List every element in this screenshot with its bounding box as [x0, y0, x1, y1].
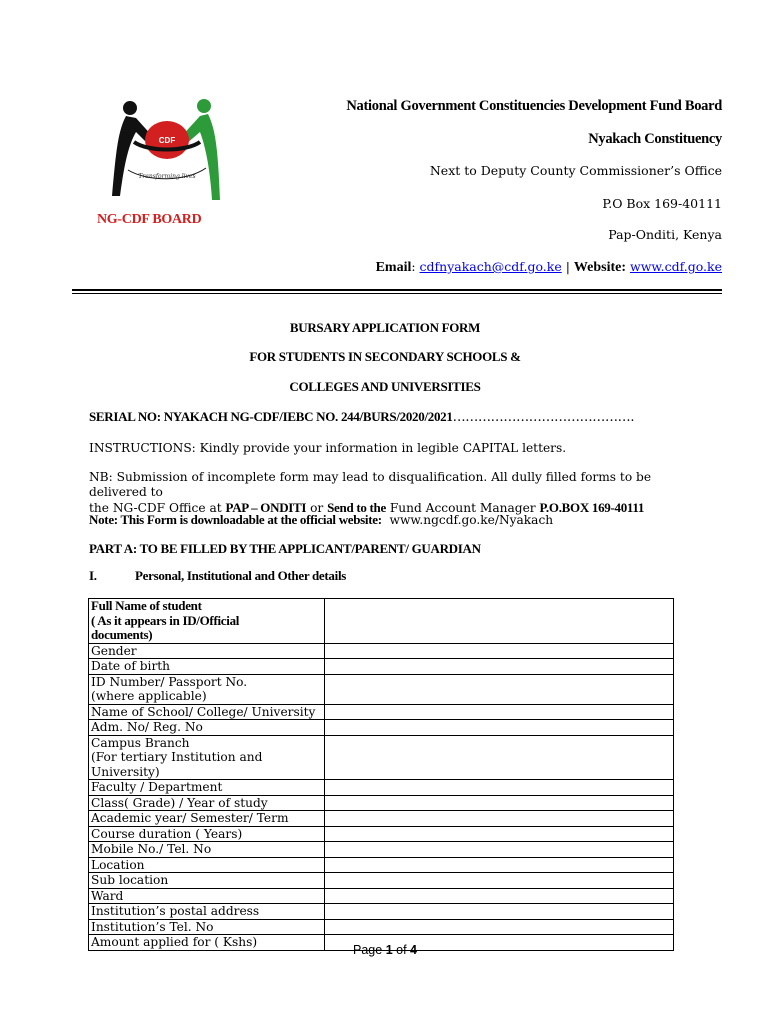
website-label: Website:: [573, 260, 627, 275]
field-label: [89, 873, 325, 889]
svg-text:CDF: CDF: [158, 136, 176, 145]
field-label: [89, 674, 325, 704]
field-label: [89, 919, 325, 935]
field-value-cell[interactable]: [325, 795, 674, 811]
field-label: [89, 904, 325, 920]
field-value-cell[interactable]: [325, 599, 674, 644]
field-label-line: Amount applied for ( Kshs): [91, 935, 258, 949]
field-label-line: Faculty / Department: [91, 780, 223, 794]
serial-dots: …………………………………….: [452, 410, 635, 425]
header-constituency: Nyakach Constituency: [588, 131, 722, 147]
field-label-line: Institution’s postal address: [91, 904, 260, 918]
field-label: [89, 795, 325, 811]
field-label-line: Class( Grade) / Year of study: [91, 795, 268, 810]
page-total: 4: [410, 943, 417, 957]
contact-separator: |: [565, 259, 570, 274]
table-row: [89, 826, 674, 842]
form-title-line1: BURSARY APPLICATION FORM: [289, 320, 481, 335]
serial-text: SERIAL NO: NYAKACH NG-CDF/IEBC NO. 244/BURS/2020/2021: [89, 409, 453, 424]
table-row: [89, 811, 674, 827]
download-note: [89, 512, 689, 528]
table-row: [89, 888, 674, 904]
field-label: [89, 842, 325, 858]
table-row: [89, 904, 674, 920]
field-value-cell[interactable]: [325, 811, 674, 827]
field-label-line: Mobile No./ Tel. No: [91, 842, 212, 856]
table-row: [89, 795, 674, 811]
nb-box: P.O.BOX 169-40111: [539, 500, 645, 515]
field-label-line: Course duration ( Years): [91, 826, 243, 841]
field-label: [89, 780, 325, 796]
field-label-line: Name of School/ College/ University: [91, 704, 316, 719]
nb-fam: Fund Account Manager: [389, 501, 536, 515]
table-row: [89, 919, 674, 935]
section-heading: [89, 568, 689, 583]
field-label-line: Campus Branch: [91, 735, 190, 750]
field-label: [89, 811, 325, 827]
field-label-line: (where applicable): [91, 689, 207, 703]
part-a-heading: PART A: TO BE FILLED BY THE APPLICANT/PARENT/ GUARDIAN: [89, 541, 481, 556]
table-row: [89, 599, 674, 644]
field-label-line: Academic year/ Semester/ Term: [91, 811, 289, 825]
nb-prefix: the NG-CDF Office at: [89, 501, 222, 515]
header-po-box: P.O Box 169-40111: [602, 196, 722, 211]
field-label-line: (For tertiary Institution and University): [91, 750, 263, 779]
table-row: [89, 842, 674, 858]
field-value-cell[interactable]: [325, 735, 674, 780]
field-label: [89, 659, 325, 675]
logo-motto: Transforming lives: [138, 173, 196, 180]
field-value-cell[interactable]: [325, 643, 674, 659]
instructions: INSTRUCTIONS: Kindly provide your information in legible CAPITAL letters.: [89, 441, 567, 455]
nb-send: Send to the: [327, 500, 386, 515]
email-label: Email: [375, 260, 412, 275]
field-label: [89, 720, 325, 736]
field-label-line: Full Name of student: [91, 598, 202, 613]
note-url[interactable]: www.ngcdf.go.ke/Nyakach: [389, 513, 554, 527]
field-value-cell[interactable]: [325, 904, 674, 920]
field-label-line: documents): [91, 627, 153, 642]
note-label: Note: This Form is downloadable at the official website:: [89, 512, 382, 527]
field-value-cell[interactable]: [325, 888, 674, 904]
page-of: of: [396, 943, 407, 957]
field-value-cell[interactable]: [325, 857, 674, 873]
table-row: [89, 643, 674, 659]
field-value-cell[interactable]: [325, 919, 674, 935]
header-address: Next to Deputy County Commissioner’s Office: [429, 163, 722, 178]
field-value-cell[interactable]: [325, 842, 674, 858]
table-row: [89, 857, 674, 873]
table-row: [89, 720, 674, 736]
field-label-line: Location: [91, 857, 145, 872]
field-label-line: Institution’s Tel. No: [91, 919, 214, 934]
field-label: [89, 857, 325, 873]
field-value-cell[interactable]: [325, 780, 674, 796]
form-title-line2: FOR STUDENTS IN SECONDARY SCHOOLS &: [249, 349, 521, 364]
section-number: I.: [89, 568, 97, 583]
table-row: [89, 735, 674, 780]
nb-note: [89, 470, 689, 516]
field-label-line: Date of birth: [91, 659, 171, 673]
form-title-line3: COLLEGES AND UNIVERSITIES: [289, 379, 481, 394]
board-label: NG-CDF BOARD: [97, 212, 202, 227]
field-label: [89, 643, 325, 659]
field-label: [89, 599, 325, 644]
serial-number: [89, 409, 689, 425]
header-contact: Email: cdfnyakach@cdf.go.ke | Website: www.cdf.go.ke: [375, 259, 722, 275]
header-town: Pap-Onditi, Kenya: [608, 227, 722, 242]
ngcdf-logo-icon: [108, 96, 228, 204]
field-label: [89, 735, 325, 780]
table-row: [89, 674, 674, 704]
table-row: [89, 873, 674, 889]
field-label-line: ID Number/ Passport No.: [91, 674, 248, 689]
nb-place: PAP – ONDITI: [225, 500, 307, 515]
table-row: [89, 704, 674, 720]
field-value-cell[interactable]: [325, 674, 674, 704]
field-label-line: Sub location: [91, 873, 169, 887]
field-label-line: ( As it appears in ID/Official: [91, 612, 240, 628]
website-link[interactable]: www.cdf.go.ke: [630, 259, 722, 274]
field-label: [89, 826, 325, 842]
page-number: [0, 943, 770, 957]
field-value-cell[interactable]: [325, 720, 674, 736]
field-label: [89, 888, 325, 904]
header-title: National Government Constituencies Development Fund Board: [346, 98, 722, 114]
nb-line1: NB: Submission of incomplete form may lead to disqualification. All dully filled forms to be delivered to: [89, 470, 652, 499]
field-value-cell[interactable]: [325, 873, 674, 889]
header-divider: [72, 289, 722, 291]
page-current: 1: [385, 943, 393, 957]
field-label-line: Ward: [91, 888, 124, 903]
field-value-cell[interactable]: [325, 704, 674, 720]
nb-or: or: [310, 501, 324, 515]
field-label-line: Gender: [91, 643, 137, 658]
field-value-cell[interactable]: [325, 659, 674, 675]
email-link[interactable]: cdfnyakach@cdf.go.ke: [419, 259, 562, 274]
field-label: [89, 704, 325, 720]
field-value-cell[interactable]: [325, 826, 674, 842]
page-prefix: Page: [353, 943, 383, 957]
table-row: [89, 659, 674, 675]
section-title: Personal, Institutional and Other details: [135, 568, 347, 583]
details-table: [88, 598, 674, 951]
field-label-line: Adm. No/ Reg. No: [91, 720, 203, 734]
header-divider-thin: [72, 293, 722, 294]
table-row: [89, 780, 674, 796]
